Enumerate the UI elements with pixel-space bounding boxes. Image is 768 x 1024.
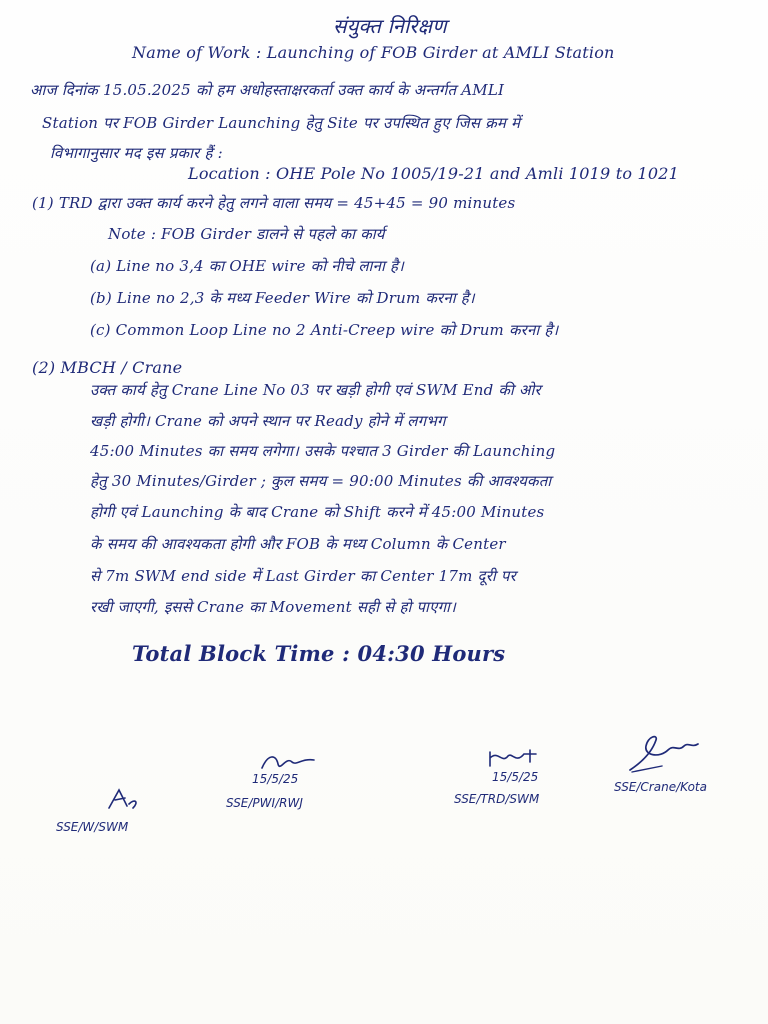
signature-block-sse-trd-swm (450, 748, 600, 818)
section-2-line-5: होगी एवं Launching के बाद Crane को Shift करने में 45:00 Minutes (90, 503, 545, 521)
signature-label: SSE/W/SWM (56, 820, 129, 834)
signature-label: SSE/PWI/RWJ (226, 796, 303, 810)
location-line: Location : OHE Pole No 1005/19-21 and Amli 1019 to 1021 (188, 164, 679, 183)
document-heading: संयुक्त निरिक्षण (333, 14, 447, 38)
section-2-line-6: के समय की आवश्यकता होगी और FOB के मध्य Column के Center (90, 535, 506, 553)
intro-line-1: आज दिनांक 15.05.2025 को हम अधोहस्ताक्षरकर्ता उक्त कार्य के अन्तर्गत AMLI (30, 81, 505, 99)
section-2-line-7: से 7m SWM end side में Last Girder का Center 17m दूरी पर (90, 567, 516, 585)
signature-mark (105, 784, 145, 814)
signature-label: SSE/Crane/Kota (614, 780, 707, 794)
section-2-line-3: 45:00 Minutes का समय लगेगा। उसके पश्चात 3 Girder की Launching (90, 442, 556, 460)
section-2-title: (2) MBCH / Crane (32, 358, 183, 377)
signature-mark (486, 748, 546, 770)
signature-block-sse-w-swm (50, 780, 190, 850)
signature-block-sse-pwi-rwj (222, 752, 372, 822)
intro-line-2: Station पर FOB Girder Launching हेतु Site पर उपस्थित हुए जिस क्रम में (42, 114, 521, 132)
total-block-time: Total Block Time : 04:30 Hours (132, 641, 506, 666)
name-of-work: Name of Work : Launching of FOB Girder at AMLI Station (132, 43, 615, 62)
section-1-item-a: (a) Line no 3,4 का OHE wire को नीचे लाना है। (90, 257, 405, 275)
section-2-line-2: खड़ी होगी। Crane को अपने स्थान पर Ready होने में लगभग (90, 412, 446, 430)
signature-mark (258, 752, 318, 774)
section-2-line-4: हेतु 30 Minutes/Girder ; कुल समय = 90:00 Minutes की आवश्यकता (90, 472, 552, 490)
intro-line-3: विभागानुसार मद इस प्रकार हैं : (50, 144, 223, 162)
signature-label: SSE/TRD/SWM (454, 792, 540, 806)
signature-mark (622, 732, 702, 774)
section-1-note: Note : FOB Girder डालने से पहले का कार्य (108, 225, 385, 243)
section-1-item-b: (b) Line no 2,3 के मध्य Feeder Wire को Drum करना है। (90, 289, 475, 307)
signature-date: 15/5/25 (252, 772, 299, 786)
section-1-title: (1) TRD द्वारा उक्त कार्य करने हेतु लगने वाला समय = 45+45 = 90 minutes (32, 194, 516, 212)
section-1-item-c: (c) Common Loop Line no 2 Anti-Creep wire को Drum करना है। (90, 321, 559, 339)
signature-block-sse-crane-kota (608, 732, 748, 802)
section-2-line-8: रखी जाएगी, इससे Crane का Movement सही से हो पाएगा। (90, 598, 457, 616)
signature-date: 15/5/25 (492, 770, 539, 784)
section-2-line-1: उक्त कार्य हेतु Crane Line No 03 पर खड़ी होगी एवं SWM End की ओर (90, 381, 541, 399)
